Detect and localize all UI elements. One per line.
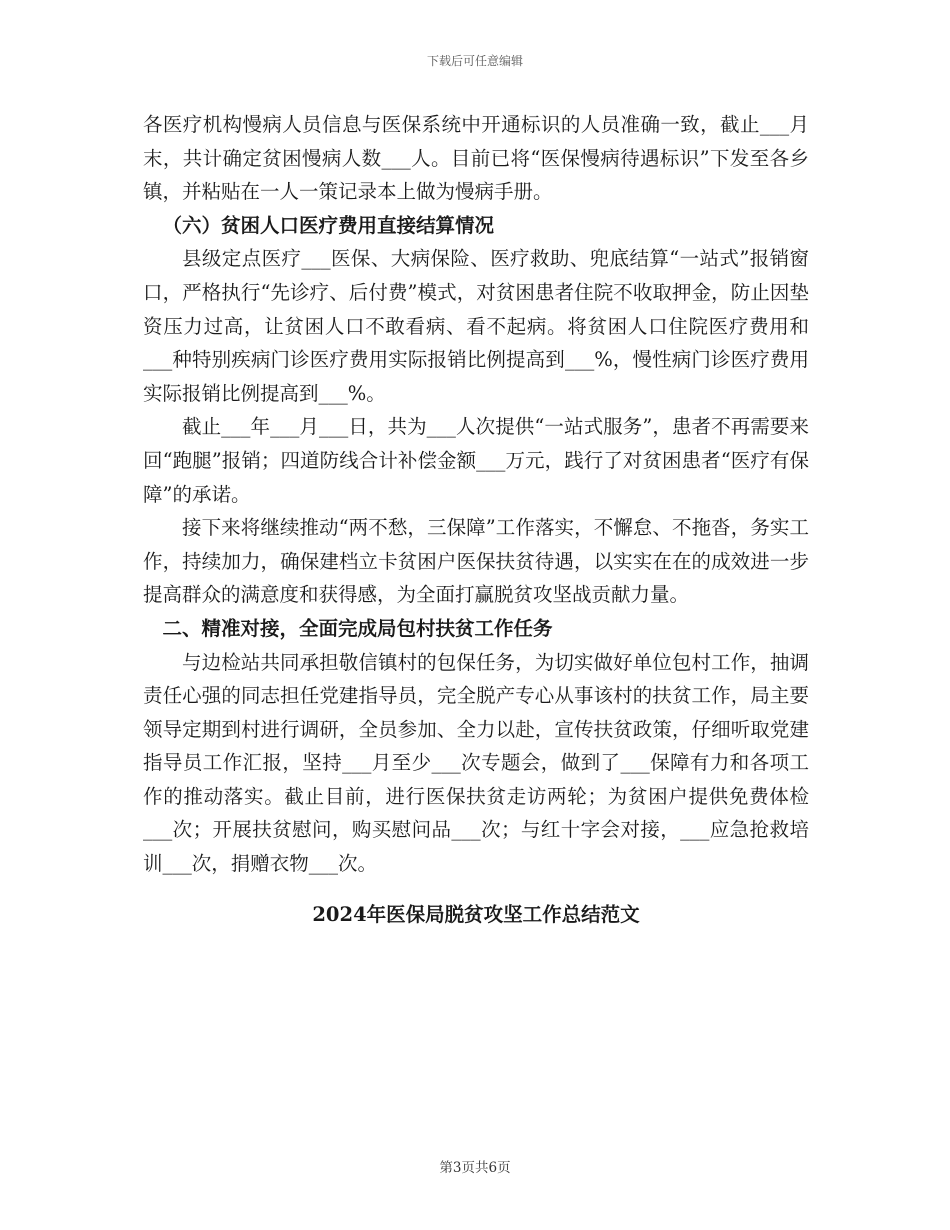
paragraph-continued: 各医疗机构慢病人员信息与医保系统中开通标识的人员准确一致，截止___月末，共计确定贫困慢病人数___人。目前已将“医保慢病待遇标识”下发至各乡镇，并粘贴在一人一策记录本上做为慢病手册。	[143, 113, 809, 204]
paragraph-one-stop: 截止___年___月___日，共为___人次提供“一站式服务”，患者不再需要来回“跑腿”报销；四道防线合计补偿金额___万元，践行了对贫困患者“医疗有保障”的承诺。	[143, 415, 809, 506]
paragraph-next-steps: 接下来将继续推动“两不愁，三保障”工作落实，不懈怠、不拖沓，务实工作，持续加力，确保建档立卡贫困户医保扶贫待遇，以实实在在的成效进一步提高群众的满意度和获得感，为全面打赢脱贫攻坚战贡献力量。	[143, 516, 809, 607]
paragraph-settlement: 县级定点医疗___医保、大病保险、医疗救助、兜底结算“一站式”报销窗口，严格执行“先诊疗、后付费”模式，对贫困患者住院不收取押金，防止因垫资压力过高，让贫困人口不敢看病、看不起病。将贫困人口住院医疗费用和___种特别疾病门诊医疗费用实际报销比例提高到___%，慢性病门诊医疗费用实际报销比例提高到___%。	[143, 247, 809, 405]
document-body	[143, 108, 809, 931]
document-title: 2024年医保局脱贫攻坚工作总结范文	[312, 902, 640, 926]
section-heading-six: （六）贫困人口医疗费用直接结算情况	[162, 213, 495, 237]
page-footer: 第3页共6页	[439, 1160, 511, 1176]
paragraph-village-aid: 与边检站共同承担敬信镇村的包保任务，为切实做好单位包村工作，抽调责任心强的同志担任党建指导员，完全脱产专心从事该村的扶贫工作，局主要领导定期到村进行调研，全员参加、全力以赴，宣传扶贫政策，仔细听取党建指导员工作汇报，坚持___月至少___次专题会，做到了___保障有力和各项工作的推动落实。截止目前，进行医保扶贫走访两轮；为贫困户提供免费体检___次；开展扶贫慰问，购买慰问品___次；与红十字会对接，___应急抢救培训___次，捐赠衣物___次。	[143, 650, 809, 876]
section-heading-two: 二、精准对接，全面完成局包村扶贫工作任务	[162, 616, 553, 640]
page-header: 下载后可任意编辑	[426, 54, 523, 68]
